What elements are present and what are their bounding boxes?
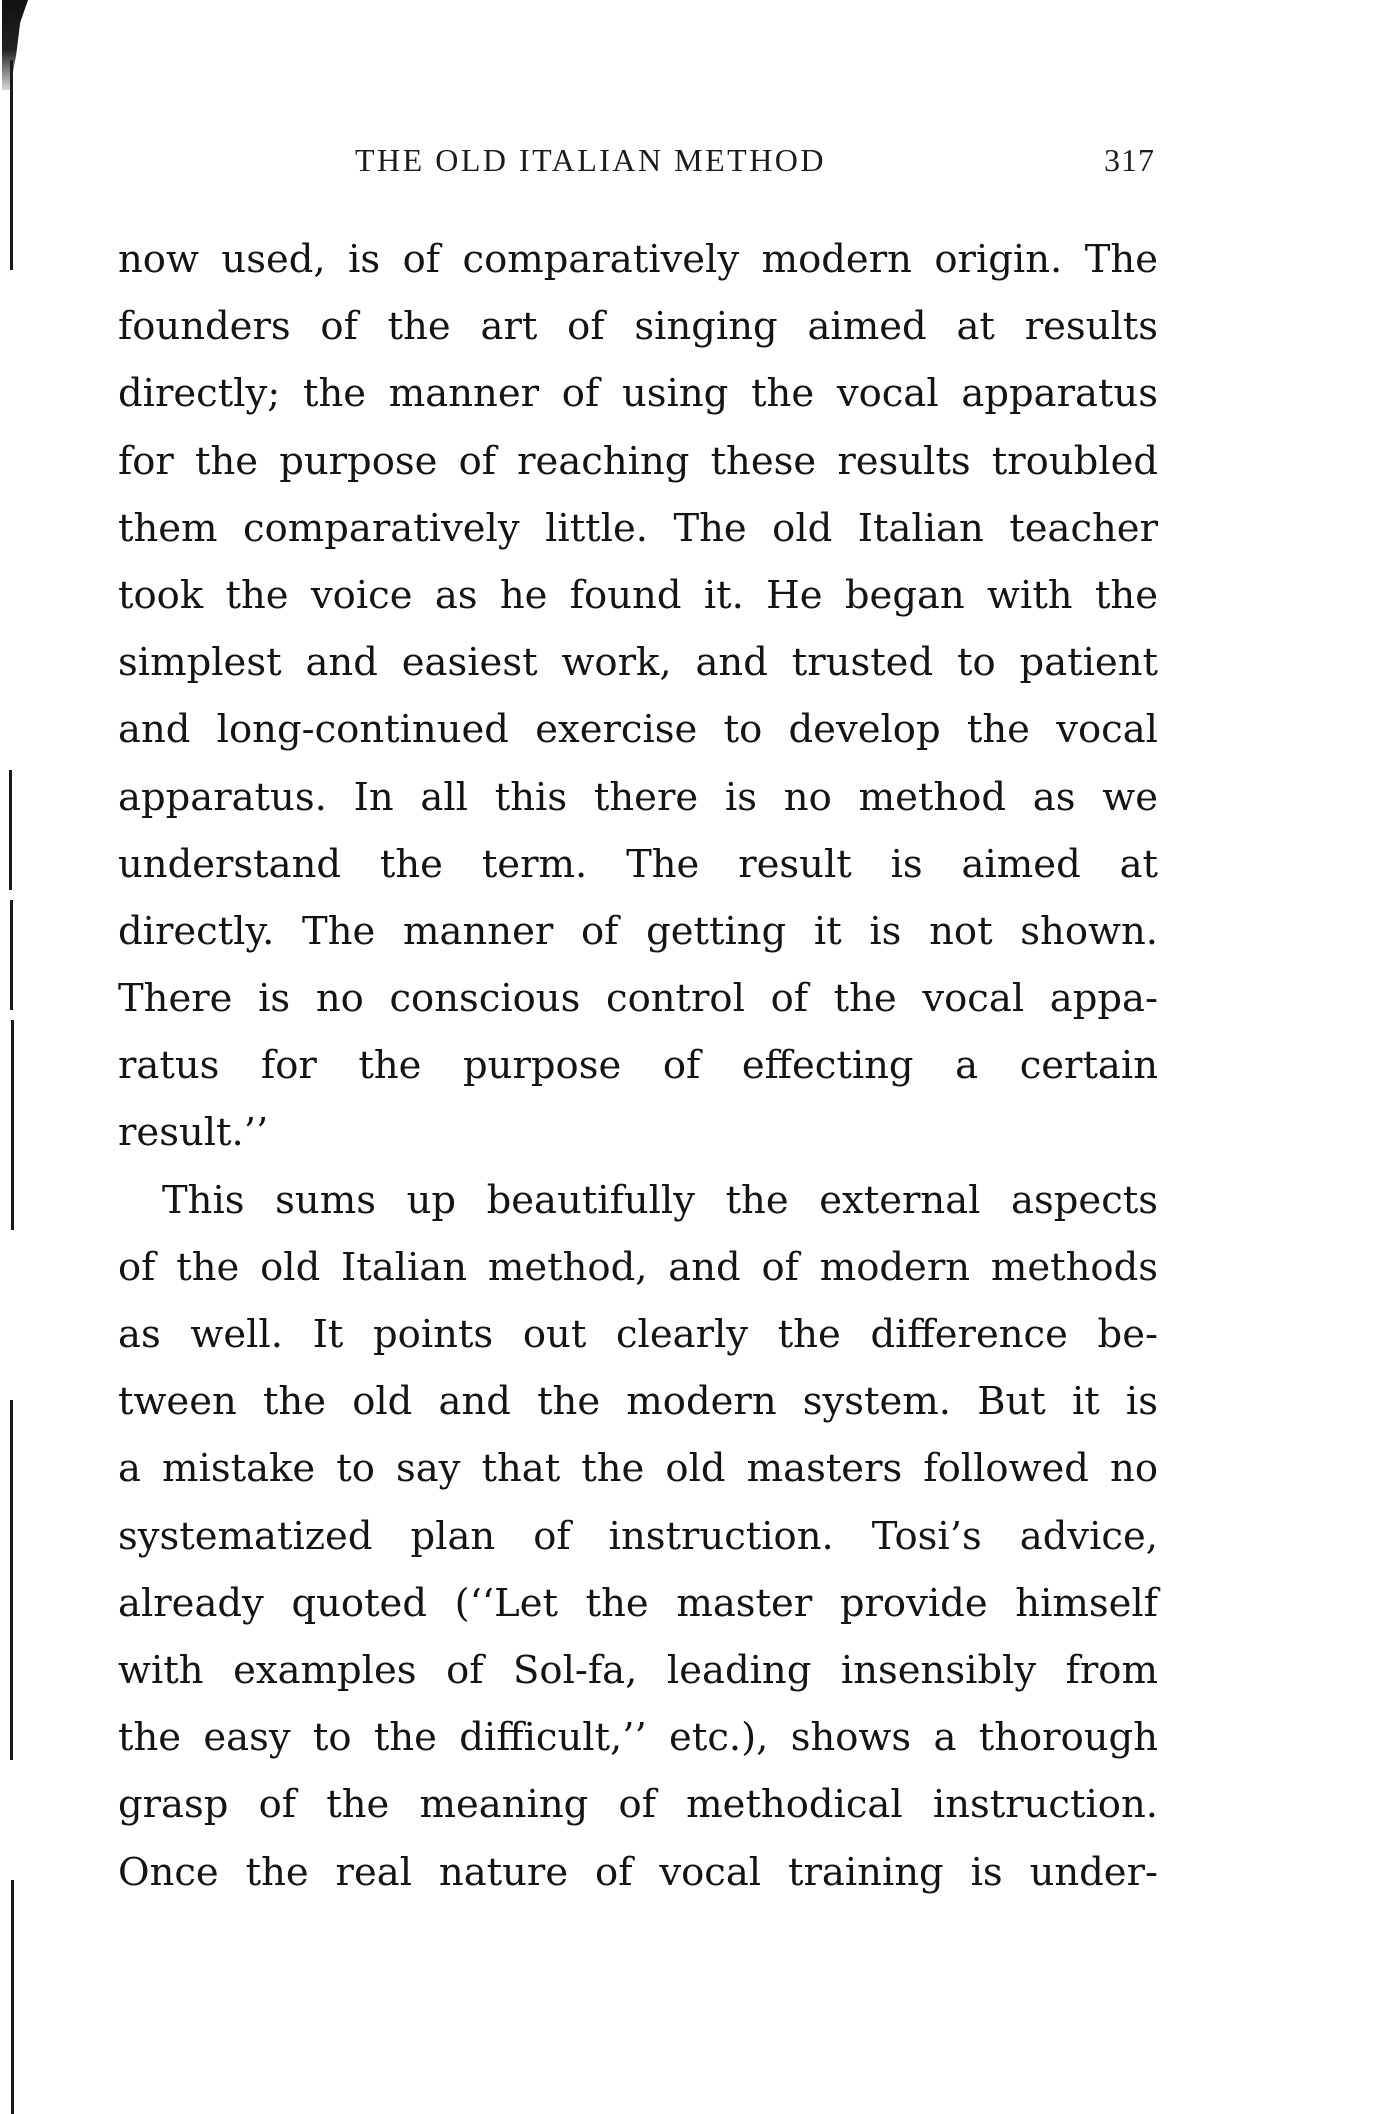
page-number: 317 <box>1104 142 1155 178</box>
text-line: Once the real nature of vocal training is under- <box>118 1849 1158 1895</box>
text-line: and long-continued exercise to develop the vocal <box>118 707 1158 753</box>
binding-edge-line <box>10 1400 13 1760</box>
text-line: directly. The manner of getting it is not shown. <box>118 908 1158 954</box>
paragraph-1 <box>118 226 1158 1167</box>
binding-edge-line <box>10 900 13 1010</box>
text-line: ratus for the purpose of effecting a certain <box>118 1043 1158 1089</box>
text-line: took the voice as he found it. He began with the <box>118 572 1158 618</box>
text-line: of the old Italian method, and of modern methods <box>118 1244 1158 1290</box>
binding-edge-line <box>9 770 12 890</box>
text-line: grasp of the meaning of methodical instruction. <box>118 1782 1158 1828</box>
binding-ink-blot <box>2 0 28 90</box>
running-title: THE OLD ITALIAN METHOD <box>355 142 827 178</box>
text-line: This sums up beautifully the external aspects <box>162 1177 1158 1223</box>
binding-edge-line <box>11 1020 14 1230</box>
text-line: apparatus. In all this there is no method as we <box>118 774 1158 820</box>
text-line: a mistake to say that the old masters followed no <box>118 1446 1158 1492</box>
text-line: already quoted (‘‘Let the master provide himself <box>118 1580 1158 1626</box>
text-line: There is no conscious control of the vocal appa- <box>118 976 1158 1022</box>
paragraph-2 <box>118 1167 1158 1906</box>
text-line: as well. It points out clearly the difference be- <box>118 1312 1158 1357</box>
text-line: now used, is of comparatively modern origin. The <box>118 237 1158 282</box>
text-line: for the purpose of reaching these results troubled <box>118 438 1158 484</box>
body-text <box>118 226 1158 1906</box>
text-line: them comparatively little. The old Italian teacher <box>118 505 1158 551</box>
binding-edge-line <box>11 1880 14 2114</box>
text-line: systematized plan of instruction. Tosi’s advice, <box>118 1513 1158 1559</box>
text-line: the easy to the difficult,’’ etc.), shows a thorough <box>118 1715 1158 1761</box>
binding-edge-shadow <box>0 0 14 2114</box>
text-line: with examples of Sol-fa, leading insensibly from <box>118 1647 1158 1693</box>
text-line: simplest and easiest work, and trusted to patient <box>118 640 1158 686</box>
binding-edge-line <box>10 60 13 270</box>
text-line: founders of the art of singing aimed at results <box>118 304 1158 350</box>
text-line: understand the term. The result is aimed at <box>118 841 1158 887</box>
text-line: result.’’ <box>118 1110 269 1156</box>
text-line: tween the old and the modern system. But it is <box>118 1379 1158 1425</box>
text-line: directly; the manner of using the vocal apparatus <box>118 371 1158 417</box>
